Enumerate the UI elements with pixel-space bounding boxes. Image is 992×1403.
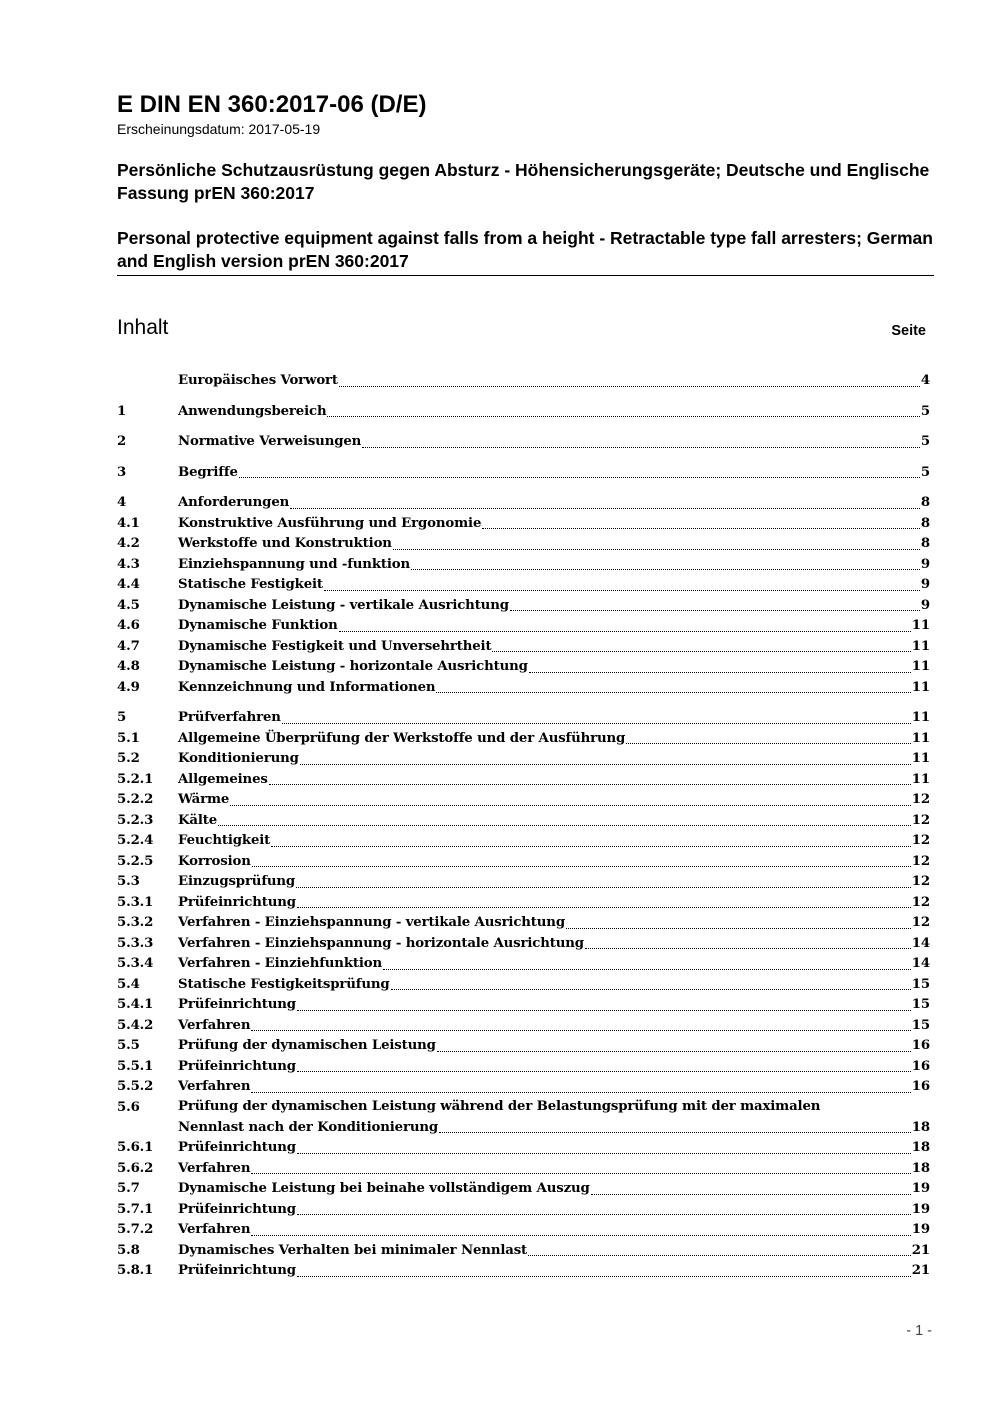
toc-entry-page: 8 bbox=[920, 536, 930, 551]
toc-entry-number: 4.3 bbox=[117, 556, 140, 572]
toc-entry[interactable] bbox=[117, 1016, 930, 1037]
toc-entry-page: 15 bbox=[911, 976, 930, 992]
toc-entry-title: Korrosion bbox=[178, 853, 251, 869]
toc-entry-page: 12 bbox=[911, 894, 930, 910]
toc-entry[interactable] bbox=[117, 678, 930, 699]
toc-leader-dots bbox=[436, 691, 910, 693]
toc-leader-dots bbox=[439, 1131, 911, 1133]
toc-entry-title: Einzugsprüfung bbox=[178, 874, 296, 889]
toc-entry-number: 5.5.1 bbox=[117, 1058, 154, 1074]
toc-entry[interactable] bbox=[117, 790, 930, 811]
toc-leader-dots bbox=[383, 968, 911, 970]
toc-entry-page: 5 bbox=[920, 464, 930, 480]
toc-entry-page: 18 bbox=[911, 1160, 930, 1176]
toc-entry-number: 5 bbox=[117, 710, 127, 725]
toc-entry[interactable] bbox=[117, 534, 930, 555]
toc-entry-page: 12 bbox=[911, 915, 930, 930]
toc-leader-dots bbox=[437, 1050, 911, 1052]
toc-entry-page: 8 bbox=[920, 515, 930, 531]
toc-leader-dots bbox=[591, 1193, 911, 1195]
page-number: - 1 - bbox=[906, 1323, 932, 1339]
toc-leader-dots bbox=[297, 906, 911, 908]
toc-leader-dots bbox=[324, 589, 920, 591]
toc-leader-dots bbox=[251, 1029, 910, 1031]
toc-entry[interactable] bbox=[117, 463, 930, 484]
toc-entry-number: 4.9 bbox=[117, 679, 140, 695]
toc-entry-title: Prüfung der dynamischen Leistung während der Belastungsprüfung mit der maximalen bbox=[178, 1099, 821, 1115]
toc-entry-number: 5.7 bbox=[117, 1181, 140, 1196]
toc-leader-dots bbox=[585, 947, 911, 949]
toc-entry-title: Prüfeinrichtung bbox=[178, 1263, 296, 1278]
toc-entry-page: 12 bbox=[911, 874, 930, 889]
toc-entry-number: 4.6 bbox=[117, 618, 140, 633]
toc-entry-title: Wärme bbox=[178, 792, 230, 807]
toc-entry-title: Kennzeichnung und Informationen bbox=[178, 679, 436, 695]
toc-entry-number: 5.7.2 bbox=[117, 1222, 154, 1237]
toc-entry-page: 11 bbox=[911, 679, 930, 695]
toc-entry[interactable] bbox=[117, 1200, 930, 1221]
toc-entry[interactable] bbox=[117, 493, 930, 514]
toc-entry-number: 5.5.2 bbox=[117, 1079, 154, 1094]
toc-entry-page: 12 bbox=[911, 833, 930, 848]
toc-entry-title: Normative Verweisungen bbox=[178, 434, 362, 449]
toc-entry-title: Verfahren - Einziehfunktion bbox=[178, 956, 383, 971]
toc-entry-title-continued: Nennlast nach der Konditionierung bbox=[178, 1119, 439, 1135]
toc-leader-dots bbox=[297, 1152, 911, 1154]
toc-entry-number: 5.2.2 bbox=[117, 792, 154, 807]
toc-entry-number: 5.4 bbox=[117, 976, 140, 992]
toc-entry-number: 5.2.5 bbox=[117, 853, 154, 869]
toc-entry-page: 14 bbox=[911, 956, 930, 971]
toc-entry[interactable] bbox=[117, 811, 930, 832]
toc-entry-page: 8 bbox=[920, 495, 930, 510]
toc-entry[interactable] bbox=[117, 637, 930, 658]
toc-entry-title: Europäisches Vorwort bbox=[178, 373, 338, 388]
toc-entry-title: Statische Festigkeit bbox=[178, 577, 323, 592]
toc-leader-dots bbox=[362, 446, 920, 448]
toc-entry-title: Begriffe bbox=[178, 464, 238, 480]
toc-entry-title: Dynamische Leistung - horizontale Ausrichtung bbox=[178, 659, 528, 674]
toc-entry[interactable] bbox=[117, 555, 930, 576]
toc-heading: Inhalt bbox=[117, 316, 169, 339]
toc-entry-title: Prüfeinrichtung bbox=[178, 894, 296, 910]
toc-leader-dots bbox=[290, 507, 920, 509]
toc-leader-dots bbox=[339, 630, 911, 632]
toc-entry-title: Verfahren - Einziehspannung - vertikale Ausrichtung bbox=[178, 915, 565, 930]
toc-entry-title: Verfahren bbox=[178, 1017, 251, 1033]
toc-entry-number: 5.2.1 bbox=[117, 771, 154, 787]
toc-leader-dots bbox=[391, 988, 911, 990]
toc-leader-dots bbox=[297, 1070, 911, 1072]
toc-entry-page: 11 bbox=[911, 751, 930, 766]
toc-entry[interactable] bbox=[117, 1179, 930, 1200]
toc-leader-dots bbox=[626, 742, 911, 744]
toc-entry-number: 5.2.3 bbox=[117, 812, 154, 828]
document-id: E DIN EN 360:2017-06 (D/E) bbox=[117, 91, 427, 118]
toc-entry-number: 5.4.1 bbox=[117, 997, 154, 1012]
toc-leader-dots bbox=[297, 1009, 911, 1011]
toc-entry-page: 5 bbox=[920, 403, 930, 419]
toc-entry[interactable] bbox=[117, 1036, 930, 1057]
toc-entry-title: Dynamisches Verhalten bei minimaler Nennlast bbox=[178, 1242, 528, 1258]
toc-entry[interactable] bbox=[117, 1057, 930, 1078]
toc-leader-dots bbox=[510, 609, 920, 611]
toc-leader-dots bbox=[393, 548, 920, 550]
toc-entry-page: 9 bbox=[920, 556, 930, 572]
toc-entry-page: 16 bbox=[911, 1038, 930, 1053]
toc-entry-page: 19 bbox=[911, 1201, 930, 1217]
toc-entry-number: 5.8 bbox=[117, 1242, 140, 1258]
toc-entry[interactable] bbox=[117, 1077, 930, 1098]
toc-leader-dots bbox=[492, 650, 910, 652]
toc-entry-number: 5.4.2 bbox=[117, 1017, 154, 1033]
toc-entry-page: 16 bbox=[911, 1058, 930, 1074]
toc-entry-title: Kälte bbox=[178, 812, 218, 828]
toc-entry[interactable] bbox=[117, 831, 930, 852]
toc-leader-dots bbox=[339, 385, 920, 387]
toc-entry[interactable] bbox=[117, 872, 930, 893]
toc-entry-title: Einziehspannung und -funktion bbox=[178, 556, 411, 572]
toc-entry-title: Allgemeine Überprüfung der Werkstoffe und der Ausführung bbox=[178, 730, 626, 746]
toc-entry-number: 4.4 bbox=[117, 577, 140, 592]
toc-entry[interactable] bbox=[117, 913, 930, 934]
toc-entry-number: 5.2 bbox=[117, 751, 140, 766]
toc-leader-dots bbox=[251, 1234, 910, 1236]
toc-entry-title: Konditionierung bbox=[178, 751, 299, 766]
toc-entry-number: 4.8 bbox=[117, 659, 140, 674]
toc-entry[interactable] bbox=[117, 575, 930, 596]
toc-entry-number: 4 bbox=[117, 495, 127, 510]
toc-leader-dots bbox=[297, 1275, 911, 1277]
toc-entry-page: 11 bbox=[911, 638, 930, 654]
toc-entry-number: 5.1 bbox=[117, 730, 140, 746]
toc-entry[interactable] bbox=[117, 934, 930, 955]
toc-entry-title: Feuchtigkeit bbox=[178, 833, 271, 848]
toc-entry-number: 5.5 bbox=[117, 1038, 140, 1053]
table-of-contents bbox=[117, 371, 930, 1282]
toc-entry-number: 5.6.1 bbox=[117, 1140, 154, 1155]
toc-entry-title: Konstruktive Ausführung und Ergonomie bbox=[178, 515, 482, 531]
toc-entry-page: 21 bbox=[911, 1242, 930, 1258]
toc-entry[interactable] bbox=[117, 1159, 930, 1180]
toc-entry-title: Verfahren bbox=[178, 1079, 251, 1094]
document-header bbox=[117, 90, 934, 276]
toc-entry-number: 4.2 bbox=[117, 536, 140, 551]
toc-entry[interactable] bbox=[117, 1220, 930, 1241]
toc-leader-dots bbox=[230, 804, 911, 806]
toc-entry-page: 11 bbox=[911, 618, 930, 633]
toc-entry-title: Anforderungen bbox=[178, 495, 290, 510]
toc-leader-dots bbox=[296, 886, 911, 888]
toc-entry[interactable] bbox=[117, 616, 930, 637]
toc-entry-page: 16 bbox=[911, 1079, 930, 1094]
toc-entry[interactable] bbox=[117, 657, 930, 678]
toc-entry-page: 12 bbox=[911, 812, 930, 828]
toc-entry-number: 5.3 bbox=[117, 874, 140, 889]
toc-entry-page: 14 bbox=[911, 935, 930, 951]
toc-leader-dots bbox=[528, 1254, 911, 1256]
toc-leader-dots bbox=[327, 415, 919, 417]
toc-entry-number: 5.3.4 bbox=[117, 956, 154, 971]
toc-entry[interactable] bbox=[117, 975, 930, 996]
toc-entry[interactable] bbox=[117, 432, 930, 453]
toc-entry[interactable] bbox=[117, 995, 930, 1016]
toc-entry-page: 15 bbox=[911, 997, 930, 1012]
toc-entry-page: 11 bbox=[911, 710, 930, 725]
toc-leader-dots bbox=[239, 476, 920, 478]
toc-leader-dots bbox=[251, 1091, 910, 1093]
toc-entry[interactable] bbox=[117, 402, 930, 423]
toc-entry-page: 19 bbox=[911, 1222, 930, 1237]
toc-entry-page: 12 bbox=[911, 853, 930, 869]
toc-entry-page: 5 bbox=[920, 434, 930, 449]
toc-entry-title: Prüfeinrichtung bbox=[178, 1201, 296, 1217]
toc-leader-dots bbox=[251, 1172, 910, 1174]
toc-entry[interactable] bbox=[117, 1138, 930, 1159]
toc-entry[interactable] bbox=[117, 749, 930, 770]
toc-leader-dots bbox=[482, 527, 920, 529]
toc-entry[interactable] bbox=[117, 893, 930, 914]
toc-entry[interactable] bbox=[117, 954, 930, 975]
toc-entry-title: Verfahren bbox=[178, 1222, 251, 1237]
toc-entry-page: 11 bbox=[911, 771, 930, 787]
toc-entry-page: 9 bbox=[920, 577, 930, 592]
toc-entry-number: 5.6 bbox=[117, 1099, 140, 1115]
publication-date: Erscheinungsdatum: 2017-05-19 bbox=[117, 121, 321, 137]
toc-entry-number: 4.5 bbox=[117, 597, 140, 613]
toc-entry[interactable] bbox=[117, 770, 930, 791]
toc-entry[interactable] bbox=[117, 708, 930, 729]
toc-header bbox=[117, 314, 930, 344]
toc-entry-title: Prüfeinrichtung bbox=[178, 997, 296, 1012]
toc-entry-page: 12 bbox=[911, 792, 930, 807]
toc-entry-title: Werkstoffe und Konstruktion bbox=[178, 536, 392, 551]
toc-entry[interactable] bbox=[117, 729, 930, 750]
toc-entry-number: 5.3.2 bbox=[117, 915, 154, 930]
toc-leader-dots bbox=[297, 1213, 911, 1215]
toc-entry[interactable] bbox=[117, 596, 930, 617]
toc-entry-title: Anwendungsbereich bbox=[178, 403, 327, 419]
title-english: Personal protective equipment against falls from a height - Retractable type fall arresters; German and English version prEN 360:2017 bbox=[117, 227, 934, 276]
toc-entry-number: 5.7.1 bbox=[117, 1201, 154, 1217]
toc-entry[interactable] bbox=[117, 852, 930, 873]
toc-entry-page: 19 bbox=[911, 1181, 930, 1196]
toc-entry-page: 9 bbox=[920, 597, 930, 613]
toc-entry-title: Statische Festigkeitsprüfung bbox=[178, 976, 390, 992]
title-german: Persönliche Schutzausrüstung gegen Absturz - Höhensicherungsgeräte; Deutsche und Englische Fassung prEN 360:2017 bbox=[117, 160, 930, 203]
toc-entry-number: 5.3.3 bbox=[117, 935, 154, 951]
toc-entry-page: 18 bbox=[911, 1140, 930, 1155]
toc-leader-dots bbox=[566, 927, 911, 929]
toc-entry[interactable] bbox=[117, 1241, 930, 1262]
toc-entry-title: Dynamische Funktion bbox=[178, 618, 338, 633]
toc-entry-title: Dynamische Leistung bei beinahe vollständigem Auszug bbox=[178, 1181, 590, 1196]
toc-entry-title: Dynamische Festigkeit und Unversehrtheit bbox=[178, 638, 492, 654]
toc-entry-number: 4.1 bbox=[117, 515, 140, 531]
toc-entry-number: 2 bbox=[117, 434, 127, 449]
toc-entry-page: 4 bbox=[920, 373, 930, 388]
toc-entry[interactable] bbox=[117, 1098, 930, 1139]
toc-entry[interactable] bbox=[117, 1261, 930, 1282]
toc-entry-title: Prüfeinrichtung bbox=[178, 1058, 296, 1074]
toc-entry-page: 15 bbox=[911, 1017, 930, 1033]
toc-entry-page: 11 bbox=[911, 659, 930, 674]
toc-entry[interactable] bbox=[117, 514, 930, 535]
toc-leader-dots bbox=[252, 865, 911, 867]
toc-leader-dots bbox=[529, 671, 911, 673]
toc-entry-page: 11 bbox=[911, 730, 930, 746]
toc-entry-number: 3 bbox=[117, 464, 127, 480]
toc-leader-dots bbox=[300, 763, 911, 765]
toc-entry-number: 5.2.4 bbox=[117, 833, 154, 848]
toc-entry-number: 1 bbox=[117, 403, 127, 419]
toc-entry-title: Verfahren - Einziehspannung - horizontale Ausrichtung bbox=[178, 935, 584, 951]
toc-entry-page: 21 bbox=[911, 1263, 930, 1278]
toc-leader-dots bbox=[411, 568, 920, 570]
toc-leader-dots bbox=[218, 824, 911, 826]
toc-entry-number: 5.6.2 bbox=[117, 1160, 154, 1176]
toc-entry-title: Prüfeinrichtung bbox=[178, 1140, 296, 1155]
toc-entry-number: 4.7 bbox=[117, 638, 140, 654]
toc-entry-title: Allgemeines bbox=[178, 771, 268, 787]
toc-entry-title: Prüfverfahren bbox=[178, 710, 281, 725]
toc-entry[interactable] bbox=[117, 371, 930, 392]
toc-leader-dots bbox=[271, 845, 911, 847]
toc-page-column-label: Seite bbox=[891, 323, 926, 339]
toc-leader-dots bbox=[282, 722, 911, 724]
toc-entry-title: Verfahren bbox=[178, 1160, 251, 1176]
toc-entry-number: 5.8.1 bbox=[117, 1263, 154, 1278]
toc-entry-number: 5.3.1 bbox=[117, 894, 154, 910]
toc-entry-title: Prüfung der dynamischen Leistung bbox=[178, 1038, 436, 1053]
toc-leader-dots bbox=[269, 783, 911, 785]
toc-entry-title: Dynamische Leistung - vertikale Ausrichtung bbox=[178, 597, 509, 613]
toc-entry-page: 18 bbox=[911, 1119, 930, 1135]
